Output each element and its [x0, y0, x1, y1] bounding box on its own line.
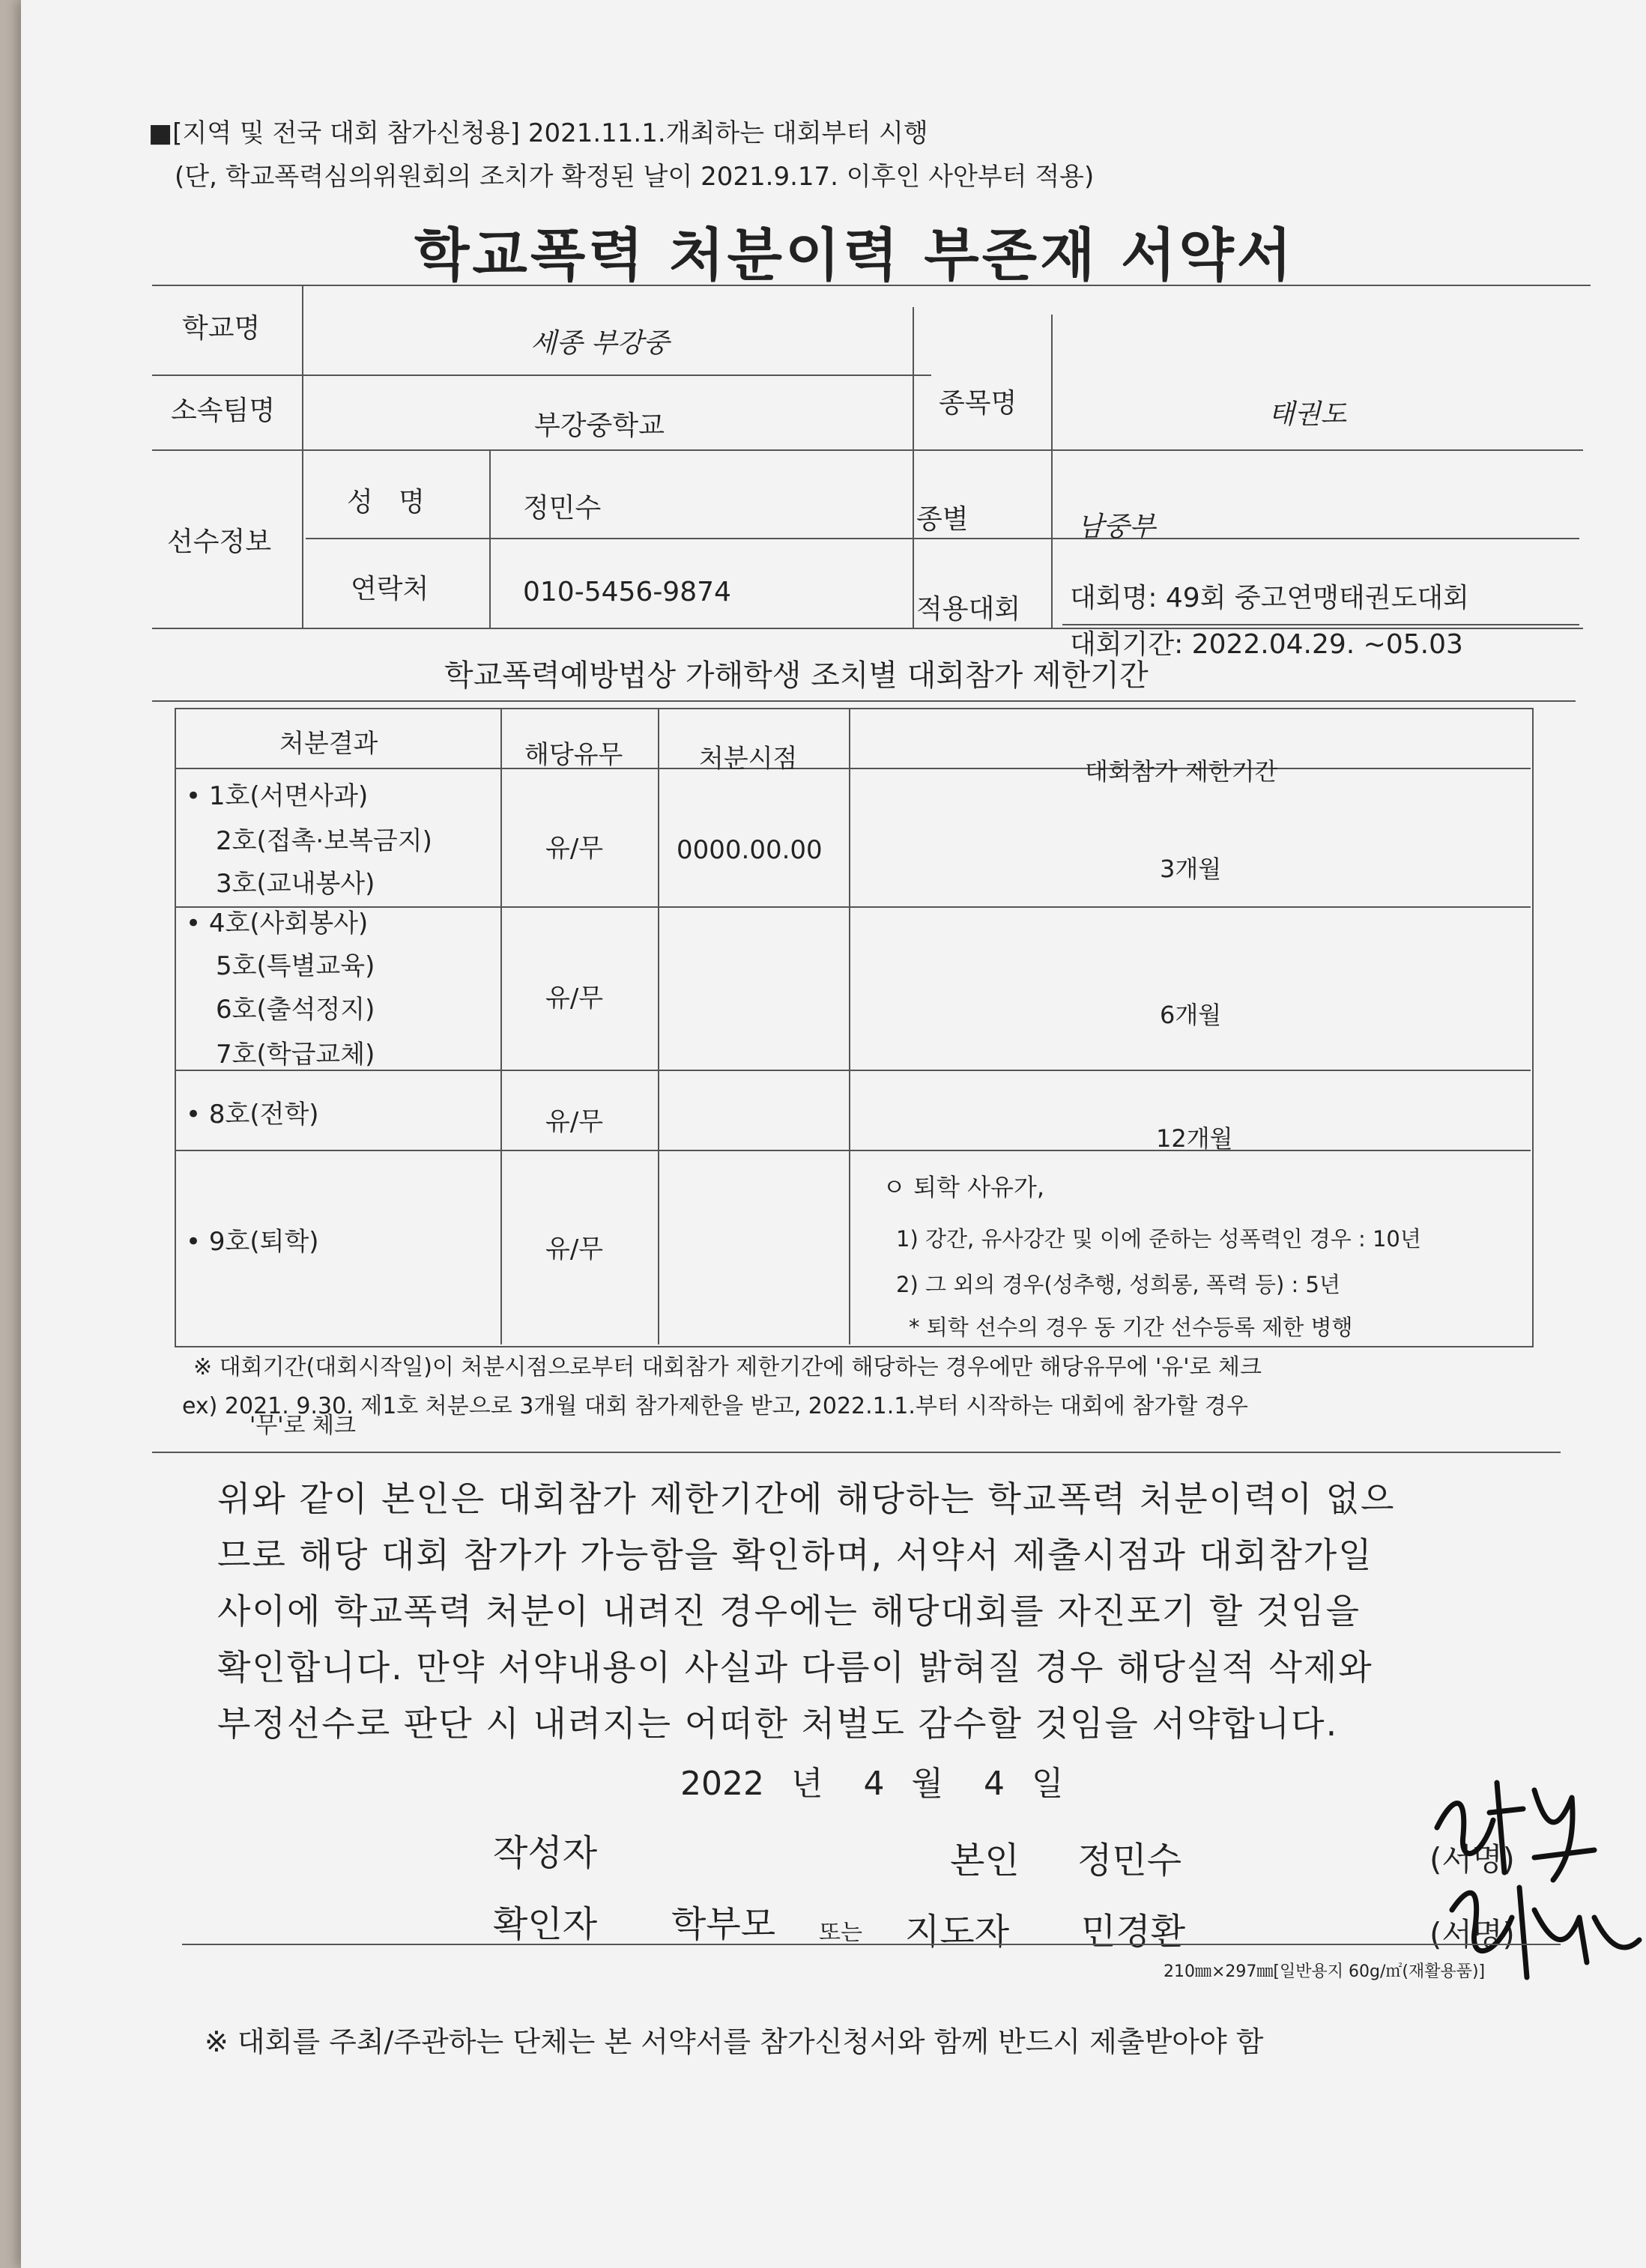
table-row-1-measure-1: • 1호(서면사과) [186, 781, 369, 811]
sign-mark-2: (서명) [1429, 1916, 1515, 1953]
header-applicable: 해당유무 [524, 740, 623, 770]
table-row-1-date: 0000.00.00 [677, 835, 823, 865]
header-marker: ■ [148, 118, 173, 148]
table-row-2-period: 6개월 [1160, 1001, 1222, 1029]
event-label: 종목명 [939, 388, 1017, 419]
table-row-2-applicable: 유/무 [545, 983, 604, 1013]
competition-name: 대회명: 49회 중고연맹태권도대회 [1070, 583, 1469, 613]
header-line-2: (단, 학교폭력심의위원회의 조치가 확정된 날이 2021.9.17. 이후인 사안부터 적용) [175, 162, 1095, 192]
competition-period: 대회기간: 2022.04.29. ~05.03 [1070, 629, 1463, 660]
coach-label: 지도자 [905, 1911, 1010, 1953]
note-example-1: ex) 2021. 9.30. 제1호 처분으로 3개월 대회 참가제한을 받고, 2022.1.1.부터 시작하는 대회에 참가할 경우 [182, 1393, 1248, 1419]
pledge-line-2: 므로 해당 대회 참가가 가능함을 확인하며, 서약서 제출시점과 대회참가일 [217, 1535, 1373, 1575]
table-row-3-measure-1: • 8호(전학) [186, 1100, 319, 1130]
table-row-2-measure-4: 7호(학급교체) [216, 1040, 375, 1070]
header-period: 대회참가 제한기간 [1085, 757, 1278, 786]
header-measure: 처분결과 [279, 729, 378, 759]
section-title: 학교폭력예방법상 가해학생 조치별 대회참가 제한기간 [444, 658, 1149, 693]
table-row-4-period-line-1: ㅇ 퇴학 사유가, [883, 1173, 1044, 1201]
pledge-date: 2022 년 4 월 4 일 [680, 1765, 1064, 1803]
table-row-2-measure-1: • 4호(사회봉사) [186, 909, 369, 939]
table-row-4-period-line-4: * 퇴학 선수의 경우 동 기간 선수등록 제한 병행 [909, 1315, 1353, 1340]
footer-note: ※ 대회를 주최/주관하는 단체는 본 서약서를 참가신청서와 함께 반드시 제출받아야 함 [205, 2025, 1264, 2058]
table-row-4-period-line-2: 1) 강간, 유사강간 및 이에 준하는 성폭력인 경우 : 10년 [896, 1226, 1421, 1252]
school-label: 학교명 [182, 313, 261, 344]
pledge-line-1: 위와 같이 본인은 대회참가 제한기간에 해당하는 학교폭력 처분이력이 없으 [217, 1479, 1396, 1519]
table-row-2-measure-2: 5호(특별교육) [216, 951, 375, 981]
pledge-line-3: 사이에 학교폭력 처분이 내려진 경우에는 해당대회를 자진포기 할 것임을 [217, 1591, 1361, 1631]
coach-name: 민경환 [1081, 1911, 1186, 1953]
note-example-2: '무'로 체크 [249, 1413, 356, 1439]
table-row-1-measure-3: 3호(교내봉사) [216, 869, 375, 899]
self-name: 정민수 [1077, 1840, 1182, 1882]
table-row-1-measure-2: 2호(접촉·보복금지) [216, 826, 432, 856]
parent-label: 학부모 [671, 1903, 776, 1945]
team-value: 부강중학교 [534, 410, 665, 441]
contact-label: 연락처 [351, 574, 429, 604]
or-label: 또는 [819, 1920, 862, 1946]
pledge-line-4: 확인합니다. 만약 서약내용이 사실과 다름이 밝혀질 경우 해당실적 삭제와 [217, 1647, 1373, 1688]
header-date: 처분시점 [699, 744, 798, 774]
table-row-3-period: 12개월 [1156, 1124, 1233, 1153]
document-title: 학교폭력 처분이력 부존재 서약서 [414, 222, 1295, 288]
sign-mark-1: (서명) [1429, 1841, 1515, 1878]
division-label: 종별 [916, 504, 969, 535]
pledge-document [21, 0, 1646, 2268]
table-row-1-period: 3개월 [1160, 855, 1222, 883]
note-1: ※ 대회기간(대회시작일)이 처분시점으로부터 대회참가 제한기간에 해당하는 경우에만 해당유무에 '유'로 체크 [193, 1354, 1262, 1380]
team-label: 소속팀명 [171, 395, 276, 426]
table-row-3-applicable: 유/무 [545, 1107, 604, 1137]
school-value: 세종 부강중 [530, 328, 670, 359]
pledge-line-5: 부정선수로 판단 시 내려지는 어떠한 처벌도 감수할 것임을 서약합니다. [217, 1703, 1339, 1744]
writer-label: 작성자 [493, 1832, 598, 1874]
athlete-info-label: 선수정보 [167, 527, 272, 557]
paper-spec: 210㎜×297㎜[일반용지 60g/㎡(재활용품)] [1164, 1962, 1486, 1981]
table-row-4-measure-1: • 9호(퇴학) [186, 1227, 319, 1257]
self-label: 본인 [950, 1840, 1020, 1882]
table-row-4-applicable: 유/무 [545, 1234, 604, 1264]
event-value: 태권도 [1268, 399, 1347, 430]
confirmer-label: 확인자 [493, 1903, 598, 1945]
name-value: 정민수 [523, 493, 602, 524]
header-line-1: ■[지역 및 전국 대회 참가신청용] 2021.11.1.개최하는 대회부터 시행 [148, 118, 928, 148]
division-value: 남중부 [1077, 512, 1156, 542]
table-row-2-measure-3: 6호(출석정지) [216, 995, 375, 1025]
contact-value: 010-5456-9874 [523, 577, 731, 607]
table-row-1-applicable: 유/무 [545, 834, 604, 864]
name-label: 성 명 [347, 487, 425, 518]
table-row-4-period-line-3: 2) 그 외의 경우(성추행, 성희롱, 폭력 등) : 5년 [896, 1272, 1341, 1297]
competition-label: 적용대회 [916, 594, 1021, 625]
